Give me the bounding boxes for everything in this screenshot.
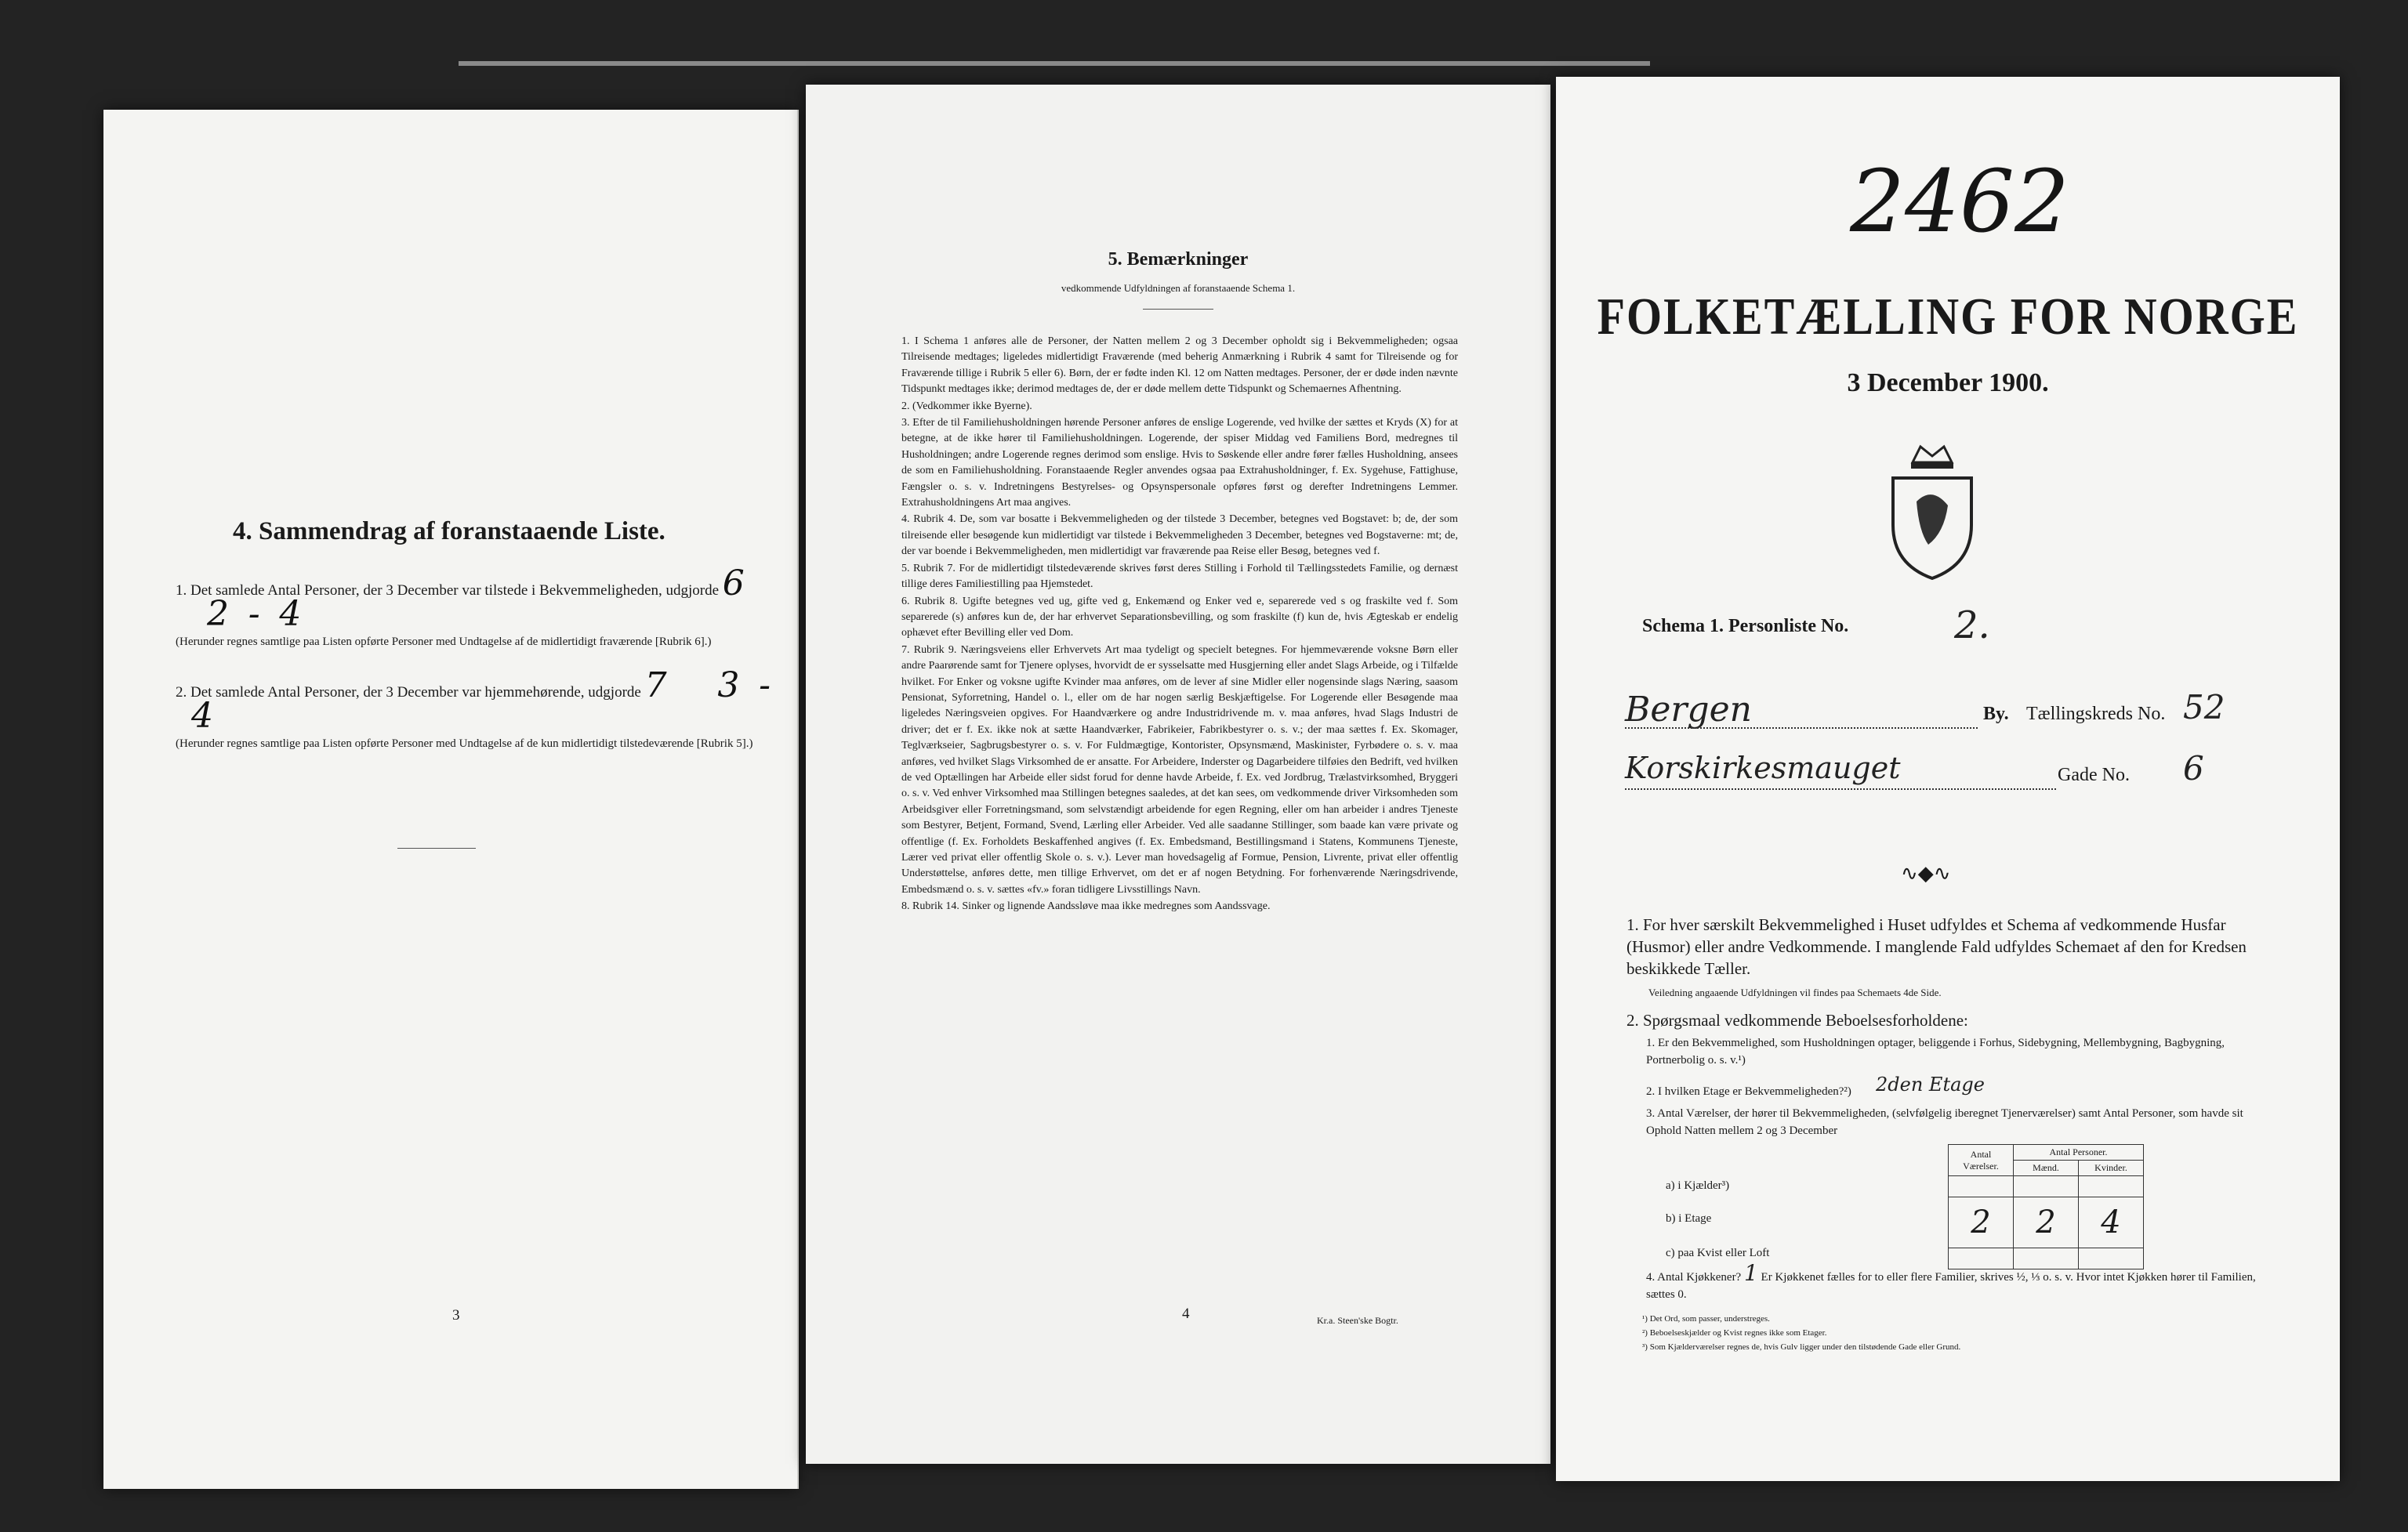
question-2-4 bbox=[1646, 1260, 2269, 1303]
row-c-label: c) paa Kvist eller Loft bbox=[1666, 1247, 1770, 1259]
printer-imprint: Kr.a. Steen'ske Bogtr. bbox=[1317, 1315, 1398, 1326]
scan-edge-bar bbox=[459, 61, 1650, 66]
handwritten-dash: - bbox=[759, 665, 771, 705]
col-rooms: Antal Værelser. bbox=[1949, 1145, 2014, 1176]
row-a-label: a) i Kjælder³) bbox=[1666, 1179, 1730, 1192]
question-2-2: 2. I hvilken Etage er Bekvemmeligheden?²) bbox=[1646, 1085, 1851, 1098]
district-label: Tællingskreds No. bbox=[2026, 704, 2166, 724]
divider bbox=[1143, 309, 1213, 310]
question-2-1: 1. Er den Bekvemmelighed, som Husholdningen optager, beliggende i Forhus, Sidebygning, Mellembygning, Bagbygning, Portnerbolig o. s. v.¹) bbox=[1646, 1037, 2225, 1067]
personliste-number-handwritten: 2. bbox=[1954, 603, 1990, 647]
remarks-subtitle: vedkommende Udfyldningen af foranstaaende Schema 1. bbox=[1061, 282, 1296, 294]
remarks-title: 5. Bemærkninger bbox=[1108, 249, 1249, 270]
street-field-line bbox=[1625, 788, 2056, 790]
question-2-3: 3. Antal Værelser, der hører til Bekvemmeligheden, (selvfølgelig iberegnet Tjenerværelser) samt Antal Personer, som havde sit Ophold Natten mellem 2 og 3 December bbox=[1646, 1107, 2243, 1137]
summary-item-1-note: (Herunder regnes samtlige paa Listen opførte Personer med Undtagelse af de midlertidigt fraværende [Rubrik 6].) bbox=[176, 636, 712, 648]
floor-handwritten: 2den Etage bbox=[1876, 1074, 1985, 1096]
men-value: 2 bbox=[2014, 1197, 2079, 1248]
page-number: 3 bbox=[452, 1307, 460, 1324]
remark-item: 6. Rubrik 8. Ugifte betegnes ved ug, gifte ved g, Enkemænd og Enker ved e, separerede ved s og fraskilte ved f. Som separerede (s) anføres kun de, der har erhvervet Separationsbevilling, og som fraskilte (f) kun de, hvis Ægteskab er endelig ophævet efter Bevilling eller ved Dom. bbox=[901, 595, 1458, 639]
handwritten-dash: - bbox=[248, 594, 260, 634]
page-number: 4 bbox=[1182, 1306, 1190, 1322]
footnote: ²) Beboelseskjælder og Kvist regnes ikke som Etager. bbox=[1642, 1328, 1827, 1338]
remark-item: 8. Rubrik 14. Sinker og lignende Aandssløve maa ikke medregnes som Aandssvage. bbox=[901, 900, 1271, 913]
handwritten-total: 7 bbox=[644, 665, 667, 705]
handwritten-men: 2 bbox=[207, 594, 229, 634]
handwritten-total: 6 bbox=[722, 563, 745, 603]
census-date: 3 December 1900. bbox=[1847, 368, 2049, 397]
summary-item-2 bbox=[176, 665, 771, 753]
district-number-handwritten: 52 bbox=[2183, 688, 2225, 726]
summary-heading: 4. Sammendrag af foranstaaende Liste. bbox=[233, 517, 665, 545]
city-label: By. bbox=[1983, 704, 2009, 724]
handwritten-women: 4 bbox=[191, 696, 213, 736]
remark-item: 5. Rubrik 7. For de midlertidigt tilstedeværende skrives først deres Stilling i Forhold til Tællingsstedets Familie, og dernæst tillige deres Familiestilling paa Hjemstedet. bbox=[901, 562, 1458, 591]
col-men: Mænd. bbox=[2014, 1161, 2079, 1176]
city-handwritten: Bergen bbox=[1625, 690, 1752, 730]
page-4 bbox=[806, 85, 1550, 1464]
summary-item-1-text: 1. Det samlede Antal Personer, der 3 December var tilstede i Bekvemmeligheden, udgjorde bbox=[176, 582, 720, 599]
kitchens-handwritten: 1 bbox=[1743, 1260, 1758, 1286]
census-title: FOLKETÆLLING FOR NORGE bbox=[1597, 287, 2299, 346]
remark-item: 4. Rubrik 4. De, som var bosatte i Bekvemmeligheden og der tilstede 3 December, betegnes ved Bogstavet: b; de, der som tilreisende eller besøgende kun midlertidigt var tilstede i Bekvemmeligheden 3 December, betegnes ved Bogstaverne: mt; de, der var boende i Bekvemmeligheden, men midlertidigt var fraværende paa Reise eller Besøg, betegnes ved f. bbox=[901, 513, 1458, 558]
remark-item: 7. Rubrik 9. Næringsveiens eller Erhvervets Art maa tydeligt og specielt betegnes. For hjemmeværende voksne Børn eller andre Paarørende samt for Tjenere oplyses, hvorvidt de er sysselsatte med Husgjerning eller andet Slags Arbeide, og i Tilfælde hvilket. For Enker og voksne ugifte Kvinder maa anføres, om de lever af sine Midler eller nogensinde slags Næring, saasom Pensionat, Syforretning, Handel o. l., eller om de har nogen særlig Beskjæftigelse. For Logerende eller Besøgende maa ligeledes Næringsveien opgives. For Haandværkere og andre Industridrivende m. v. maa anføres, hvad Slags Industri de driver; det er f. Ex. ikke nok at sætte Haandværker, Fabrikeier, Fabrikbestyrer o. s. v.; der maa sættes f. Ex. Skomager, Teglværkseier, Sagbrugsbestyrer o. s. v. For Fuldmægtige, Kontorister, Opsynsmænd, Maskinister, Fyrbødere o. s. v. maa anføres, ved hvilket Slags Virksomhed de er ansatte. For Arbeidere, Inderster og Dagarbeidere tilføies den Bedrift, ved hvilken de ved Optællingen har Arbeide eller sidst forud for denne havde Arbeide, f. Ex. ved Jordbrug, Trælastvirksomhed, Bryggeri o. s. v. Ved enhver Virksomhed maa Stillingen betegnes saaledes, at det kan sees, om vedkommende driver Virksomheden som Arbeidsgiver eller Forretningsmand, som selvstændigt arbeidende for egen Regning, eller om han arbeider i andres Tjeneste som Bestyrer, Betjent, Formand, Svend, Lærling eller Arbeider. Ved alle saadanne Stillinger, som baade kan være private og offentlige (f. Ex. Forholdets Beskaffenhed angives (f. Ex. Embedsmand, Bestillingsmand i Statens, Kommunens Tjeneste, Lærer ved privat eller offentlig Skole o. s. v.). Lever man hovedsagelig af Formue, Pension, Livrente, privat eller offentlig Understøttelse, anføres dette, men tillige Erhvervet, om det er af nogen Betydning. For forhenværende Næringsdrivende, Embedsmænd o. s. v. sættes «fv.» foran tidligere Livsstillings Navn. bbox=[901, 643, 1458, 896]
street-label: Gade No. bbox=[2058, 765, 2130, 785]
rooms-value: 2 bbox=[1949, 1197, 2014, 1248]
question-1-note: Veiledning angaaende Udfyldningen vil findes paa Schemaets 4de Side. bbox=[1648, 987, 1942, 998]
street-number-handwritten: 6 bbox=[2183, 749, 2204, 788]
archive-number-handwritten: 2462 bbox=[1850, 151, 2069, 252]
remarks-list bbox=[901, 334, 1458, 916]
footnote: ¹) Det Ord, som passer, understreges. bbox=[1642, 1314, 1770, 1324]
women-value: 4 bbox=[2079, 1197, 2144, 1248]
footnote: ³) Som Kjælderværelser regnes de, hvis Gulv ligger under den tilstødende Gade eller Grund. bbox=[1642, 1342, 1961, 1352]
remark-item: 2. (Vedkommer ikke Byerne). bbox=[901, 400, 1032, 412]
col-persons: Antal Personer. bbox=[2014, 1145, 2144, 1161]
schema-label: Schema 1. Personliste No. bbox=[1642, 616, 1849, 636]
page-3 bbox=[103, 110, 797, 1489]
summary-item-2-text: 2. Det samlede Antal Personer, der 3 December var hjemmehørende, udgjorde bbox=[176, 684, 641, 701]
city-field-line bbox=[1625, 727, 1978, 729]
page-1 bbox=[1556, 77, 2340, 1481]
question-1: 1. For hver særskilt Bekvemmelighed i Huset udfyldes et Schema af vedkommende Husfar (Husmor) eller andre Vedkommende. I manglende Fald udfyldes Schemaet af den for Kredsen beskikkede Tæller. bbox=[1626, 915, 2247, 978]
divider bbox=[397, 848, 476, 849]
remark-item: 1. I Schema 1 anføres alle de Personer, der Natten mellem 2 og 3 December opholdt sig i Bekvemmeligheden; ogsaa Tilreisende medtages; ligeledes midlertidigt Fraværende (med beherig Anmærkning i Rubrik 4 samt for Tilreisende og for Fraværende tillige i Rubrik 5 eller 6). Børn, der er fødte inden Kl. 12 om Natten medtages. Personer, der er døde inden nævnte Tidspunkt medtages ikke; derimod medtages de, der er døde mellem dette Tidspunkt og Schemaernes Afhentning. bbox=[901, 335, 1458, 396]
question-2: 2. Spørgsmaal vedkommende Beboelsesforholdene: bbox=[1626, 1011, 1968, 1030]
ornament-icon: ∿◆∿ bbox=[1901, 862, 1951, 885]
handwritten-women: 4 bbox=[279, 594, 302, 634]
summary-item-2-note: (Herunder regnes samtlige paa Listen opførte Personer med Undtagelse af de kun midlertidigt tilstedeværende [Rubrik 5].) bbox=[176, 737, 753, 750]
summary-item-1 bbox=[176, 563, 771, 651]
handwritten-men: 3 bbox=[717, 665, 740, 705]
row-b-label: b) i Etage bbox=[1666, 1212, 1712, 1225]
remark-item: 3. Efter de til Familiehusholdningen hørende Personer anføres de enslige Logerende, ved hvilke der sættes et Kryds (X) for at betegne, at de ikke hører til Familiehusholdningen. Logerende, der spiser Middag ved Familiens Bord, medregnes til Husholdningen; andre Logerende regnes derimod som enslige. Hvis to Søskende eller andre fører fælles Husholdning, ansees de som en Familiehusholdning. Foranstaaende Regler anvendes ogsaa paa Extrahusholdninger, f. Ex. Sygehuse, Fattighuse, Fængsler o. s. v. Indretningens Bestyrelses- og Opsynspersonale opføres først og derefter Indretningens Lemmer. Extrahusholdningens Art maa angives. bbox=[901, 417, 1458, 509]
coat-of-arms-icon bbox=[1881, 439, 1983, 580]
col-women: Kvinder. bbox=[2079, 1161, 2144, 1176]
page-fold bbox=[797, 110, 799, 1489]
street-handwritten: Korskirkesmauget bbox=[1625, 751, 1901, 785]
question-2-4-rest: Er Kjøkkenet fælles for to eller flere Familier, skrives ½, ⅓ o. s. v. Hvor intet Kjøkken hører til Familien, sættes 0. bbox=[1646, 1271, 2256, 1301]
question-2-4-label: 4. Antal Kjøkkener? bbox=[1646, 1271, 1742, 1284]
